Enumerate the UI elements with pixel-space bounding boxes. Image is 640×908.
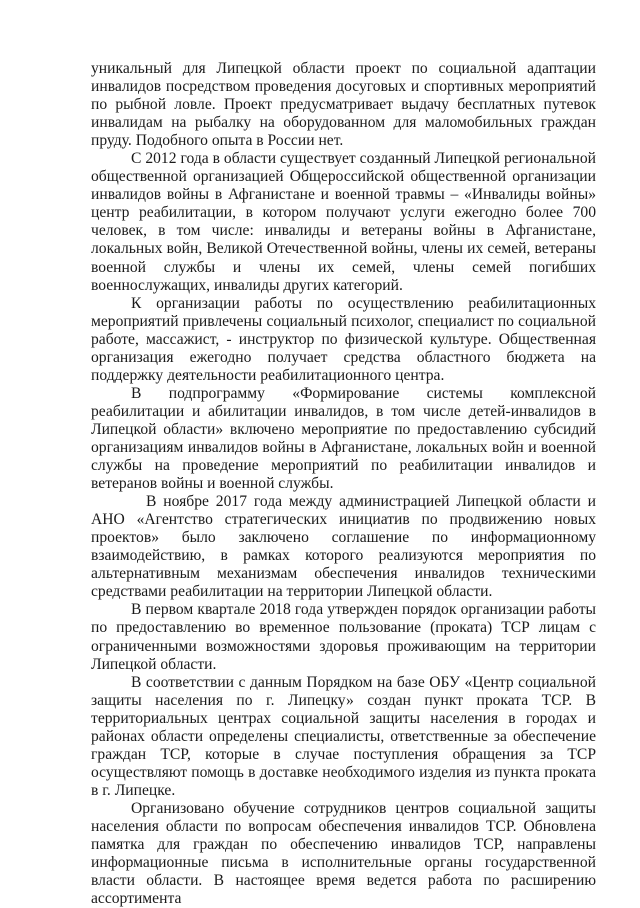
paragraph-fishing-project: уникальный для Липецкой области проект по социальной адаптации инвалидов посредством проведения досуговых и спортивных мероприятий по рыбной ловле. Проект предусматривает выдачу бесплатных путевок инвалидам на рыбалку на оборудованном для маломобильных граждан пруду. Подобного опыта в России нет.: [91, 60, 596, 150]
paragraph-staff-training: Организовано обучение сотрудников центров социальной защиты населения области по вопросам обеспечения инвалидов ТСР. Обновлена памятка для граждан по обеспечению инвалидов ТСР, направлены информационные письма в исполнительные органы государственной власти области. В настоящее время ведется работа по расширению ассортимента: [91, 799, 596, 908]
paragraph-rental-point: В соответствии с данным Порядком на базе ОБУ «Центр социальной защиты населения по г. Липецку» создан пункт проката ТСР. В территориальных центрах социальной защиты населения в городах и районах области определены специалисты, ответственные за обеспечение граждан ТСР, которые в случае поступления обращения за ТСР осуществляют помощь в доставке необходимого изделия из пункта проката в г. Липецке.: [91, 673, 596, 799]
paragraph-rehab-staff: К организации работы по осуществлению реабилитационных мероприятий привлечены социальный психолог, специалист по социальной работе, массажист, - инструктор по физической культуре. Общественная организация ежегодно получает средства областного бюджета на поддержку деятельности реабилитационного центра.: [91, 294, 596, 384]
paragraph-subprogram: В подпрограмму «Формирование системы комплексной реабилитации и абилитации инвалидов, в том числе детей-инвалидов в Липецкой области» включено мероприятие по предоставлению субсидий организациям инвалидов войны в Афганистане, локальных войн и военной службы на проведение мероприятий по реабилитации инвалидов и ветеранов войны и военной службы.: [91, 384, 596, 493]
paragraph-agreement-2017: В ноябре 2017 года между администрацией Липецкой области и АНО «Агентство стратегических инициатив по продвижению новых проектов» было заключено соглашение по информационному взаимодействию, в рамках которого реализуются мероприятия по альтернативным механизмам обеспечения инвалидов техническими средствами реабилитации на территории Липецкой области.: [91, 493, 596, 601]
document-page: [91, 60, 596, 908]
paragraph-rehab-center: С 2012 года в области существует созданный Липецкой региональной общественной организацией Общероссийской общественной организации инвалидов войны в Афганистане и военной травмы – «Инвалиды войны» центр реабилитации, в котором получают услуги ежегодно более 700 человек, в том числе: инвалиды и ветераны войны в Афганистане, локальных войн, Великой Отечественной войны, члены их семей, ветераны военной службы и члены их семей, члены семей погибших военнослужащих, инвалиды других категорий.: [91, 150, 596, 294]
paragraph-rental-order: В первом квартале 2018 года утвержден порядок организации работы по предоставлению во временное пользование (проката) ТСР лицам с ограниченными возможностями здоровья проживающим на территории Липецкой области.: [91, 601, 596, 673]
